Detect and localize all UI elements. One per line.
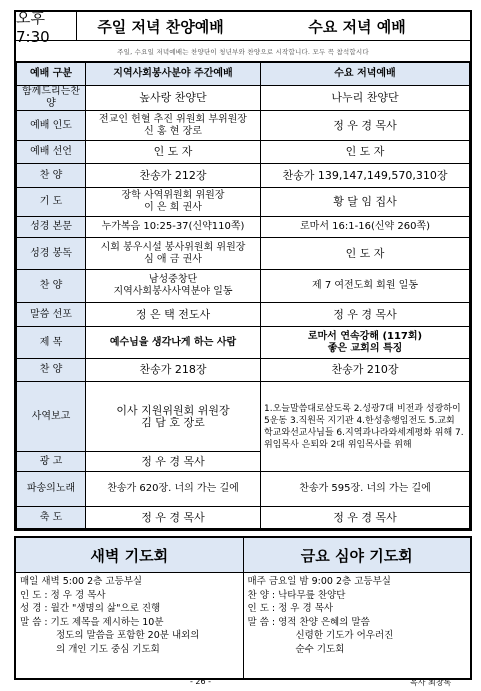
- row-label: 파송의노래: [17, 472, 86, 507]
- row-label: 함께드리는찬양: [17, 86, 86, 111]
- table-row: [17, 303, 470, 327]
- dawn-prayer-section: [16, 538, 243, 678]
- sunday-cell: 시회 봉우시설 봉사위원회 위원장 심 애 금 권사: [86, 238, 261, 270]
- row-label: 예배 인도: [17, 111, 86, 141]
- dawn-line: 말 씀 : 기도 제목을 제시하는 10분: [20, 616, 164, 628]
- sunday-cell: 높사랑 찬양단: [86, 86, 261, 111]
- sunday-cell: 정 우 경 목사: [86, 452, 261, 472]
- dawn-line: 매일 새벽 5:00 2층 고등부실: [20, 576, 143, 587]
- row-label: 찬 양: [17, 164, 86, 188]
- table-row: [17, 217, 470, 238]
- row-label: 말씀 선포: [17, 303, 86, 327]
- wednesday-title: 수요 저녁 예배: [308, 17, 406, 36]
- sunday-cell: 전교인 헌혈 추진 위원회 부위원장 신 홍 현 장로: [86, 111, 261, 141]
- friday-line: 인 도 : 정 우 경 목사: [247, 603, 334, 614]
- row-label: 예배 선언: [17, 141, 86, 164]
- table-row: [17, 270, 470, 303]
- wednesday-cell: 로마서 연속강해 (117회) 좋은 교회의 특징: [261, 327, 470, 359]
- sunday-cell: 장학 사역위원회 위원장 이 은 희 권사: [86, 188, 261, 217]
- table-row: [17, 238, 470, 270]
- table-header-row: [17, 63, 470, 86]
- time-label: 오후 7:30: [16, 12, 77, 40]
- wednesday-cell: 찬송가 139,147,149,570,310장: [261, 164, 470, 188]
- author-credit: 목사 최창록: [410, 678, 452, 687]
- dawn-line: 의 개인 기도 중심 기도회: [56, 643, 160, 655]
- wednesday-cell: 정 우 경 목사: [261, 507, 470, 529]
- row-label: 기 도: [17, 188, 86, 217]
- table-row: [17, 86, 470, 111]
- header-sunday: 지역사회봉사분야 주간예배: [86, 63, 261, 86]
- wednesday-report-cell: 1.오늘말씀대로살도록 2.성광7대 비전과 성광하이5운동 3.직원목 지기관 4.한성총행임전도 5.교회 학교와선교사님들 6.지역과나라와세계평화 위해 7.위임목사 은퇴와 2대 위임목사를 위해: [261, 382, 470, 472]
- row-label: 축 도: [17, 507, 86, 529]
- wednesday-cell: 인 도 자: [261, 141, 470, 164]
- wednesday-cell: 로마서 16:1-16(신약 260쪽): [261, 217, 470, 238]
- friday-prayer-title: 금요 심야 기도회: [244, 538, 471, 573]
- notice-text: 주일, 수요일 저녁예배는 찬양단이 청년부와 찬양으로 시작합니다. 모두 꼭 참석합시다: [16, 41, 470, 62]
- table-row: [17, 188, 470, 217]
- table-row: [17, 141, 470, 164]
- row-label: 찬 양: [17, 359, 86, 382]
- worship-schedule-frame: [14, 10, 472, 531]
- row-label: 성경 봉독: [17, 238, 86, 270]
- order-of-service-table: [16, 62, 470, 529]
- wednesday-cell: 황 달 임 집사: [261, 188, 470, 217]
- sunday-cell: 정 우 경 목사: [86, 507, 261, 529]
- header-wednesday: 수요 저녁예배: [261, 63, 470, 86]
- sunday-cell: 정 은 택 전도사: [86, 303, 261, 327]
- header-label: 예배 구분: [17, 63, 86, 86]
- sunday-cell: 이사 지원위원회 위원장 김 담 호 장로: [86, 382, 261, 452]
- wednesday-cell: 찬송가 210장: [261, 359, 470, 382]
- wednesday-cell: 정 우 경 목사: [261, 303, 470, 327]
- row-label: 제 목: [17, 327, 86, 359]
- friday-line: 매주 금요일 밤 9:00 2층 고등부실: [247, 576, 391, 587]
- table-row: [17, 472, 470, 507]
- dawn-line: 성 경 : 월간 "생명의 삶"으로 진행: [20, 603, 161, 614]
- title-bar: [16, 8, 470, 46]
- friday-line: 찬 양 : 낙타무릎 찬양단: [247, 589, 346, 601]
- sunday-cell: 인 도 자: [86, 141, 261, 164]
- friday-line: 말 씀 : 영적 찬양 은혜의 말씀: [247, 616, 370, 628]
- table-row: [17, 327, 470, 359]
- row-label: 사역보고: [17, 382, 86, 452]
- sunday-cell: 남성중창단 지역사회봉사사역분야 일동: [86, 270, 261, 303]
- sunday-cell: 찬송가 218장: [86, 359, 261, 382]
- sunday-cell: 예수님을 생각나게 하는 사람: [86, 327, 261, 359]
- dawn-line: 인 도 : 정 우 경 목사: [20, 589, 106, 601]
- friday-line: 순수 기도회: [295, 643, 345, 655]
- page-number: - 26 -: [190, 677, 212, 686]
- table-row: [17, 359, 470, 382]
- row-label: 광 고: [17, 452, 86, 472]
- sunday-cell: 찬송가 212장: [86, 164, 261, 188]
- wednesday-cell: 제 7 여전도회 회원 일동: [261, 270, 470, 303]
- table-row: [17, 164, 470, 188]
- dawn-prayer-title: 새벽 기도회: [16, 538, 243, 573]
- wednesday-cell: 찬송가 595장. 너의 가는 길에: [261, 472, 470, 507]
- row-label: 성경 본문: [17, 217, 86, 238]
- friday-line: 신령한 기도가 어우러진: [295, 630, 394, 641]
- row-label: 찬 양: [17, 270, 86, 303]
- wednesday-cell: 정 우 경 목사: [261, 111, 470, 141]
- prayer-meetings-box: [14, 536, 472, 680]
- sunday-title: 주일 저녁 찬양예배: [97, 17, 224, 36]
- sunday-cell: 찬송가 620장. 너의 가는 길에: [86, 472, 261, 507]
- table-row: [17, 507, 470, 529]
- dawn-line: 정도의 말씀을 포함한 20분 내외의: [56, 630, 200, 641]
- wednesday-cell: 나누리 찬양단: [261, 86, 470, 111]
- table-row: [17, 111, 470, 141]
- sunday-cell: 누가복음 10:25-37(신약110쪽): [86, 217, 261, 238]
- wednesday-cell: 인 도 자: [261, 238, 470, 270]
- table-row: [17, 382, 470, 452]
- friday-prayer-section: [243, 538, 471, 678]
